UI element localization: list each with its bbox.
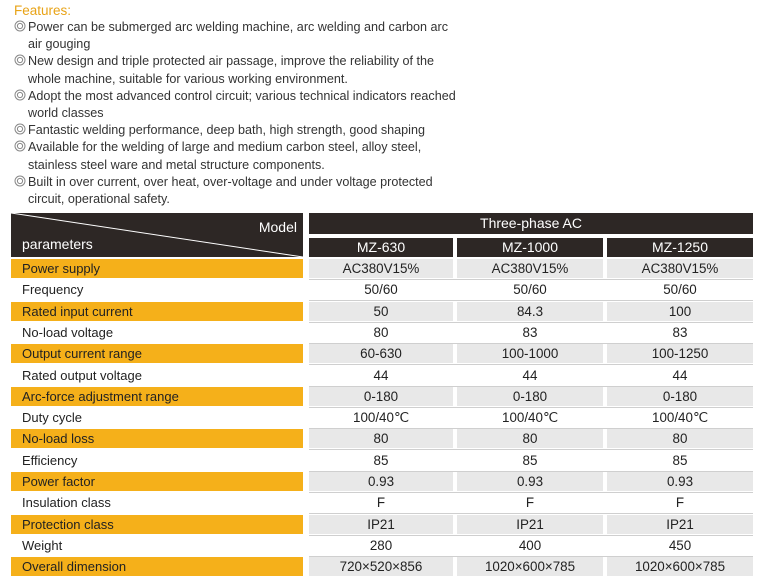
model-header: MZ-1250	[607, 238, 753, 257]
parameter-name: Overall dimension	[11, 557, 303, 576]
parameter-name: Output current range	[11, 344, 303, 363]
parameter-value: AC380V15%	[457, 259, 603, 278]
features-list	[14, 19, 484, 208]
parameter-name: Protection class	[11, 515, 303, 534]
double-circle-bullet-icon	[14, 140, 26, 152]
parameter-value: 450	[607, 536, 753, 555]
double-circle-bullet-icon	[14, 123, 26, 135]
model-label: Model	[258, 219, 297, 235]
parameter-value: 0.93	[457, 472, 603, 491]
table-row	[11, 280, 753, 299]
feature-text-line: Fantastic welding performance, deep bath, high strength, good shaping	[28, 123, 425, 138]
feature-text-line: stainless steel ware and metal structure components.	[28, 157, 325, 172]
parameter-value: 100	[607, 302, 753, 321]
parameter-value: 100/40℃	[309, 408, 453, 427]
parameter-value: 100-1000	[457, 344, 603, 363]
parameter-value: 0-180	[309, 387, 453, 406]
feature-item	[14, 174, 484, 208]
table-row	[11, 259, 753, 278]
table-header-corner	[11, 213, 303, 257]
parameter-name: Arc-force adjustment range	[11, 387, 303, 406]
double-circle-bullet-icon	[14, 89, 26, 101]
parameters-label: parameters	[22, 236, 93, 252]
group-header: Three-phase AC	[309, 213, 753, 234]
parameter-value: 80	[607, 429, 753, 448]
table-row	[11, 387, 753, 406]
features-section	[14, 2, 484, 208]
feature-text-line: whole machine, suitable for various working environment.	[28, 71, 348, 86]
double-circle-bullet-icon	[14, 54, 26, 66]
parameter-value: 85	[457, 451, 603, 470]
model-header: MZ-1000	[457, 238, 603, 257]
parameter-value: F	[607, 493, 753, 512]
parameter-value: 83	[457, 323, 603, 342]
parameter-value: 0.93	[309, 472, 453, 491]
feature-item	[14, 139, 484, 173]
feature-text-line: Power can be submerged arc welding machine, arc welding and carbon arc	[28, 20, 449, 34]
parameter-name: No-load loss	[11, 429, 303, 448]
parameter-value: 50/60	[457, 280, 603, 299]
table-row	[11, 366, 753, 385]
table-row	[11, 323, 753, 342]
table-row	[11, 493, 753, 512]
feature-text-line: New design and triple protected air passage, improve the reliability of the	[28, 54, 435, 69]
parameter-value: 400	[457, 536, 603, 555]
parameter-value: AC380V15%	[309, 259, 453, 278]
parameter-value: IP21	[457, 515, 603, 534]
table-row	[11, 302, 753, 321]
table-row	[11, 515, 753, 534]
parameter-value: AC380V15%	[607, 259, 753, 278]
parameter-value: 50/60	[309, 280, 453, 299]
parameter-value: F	[457, 493, 603, 512]
parameter-value: 44	[309, 366, 453, 385]
table-row	[11, 408, 753, 427]
parameter-value: 50	[309, 302, 453, 321]
parameter-value: IP21	[607, 515, 753, 534]
parameter-value: 44	[607, 366, 753, 385]
feature-text-line: circuit, operational safety.	[28, 192, 170, 207]
double-circle-bullet-icon	[14, 175, 26, 187]
table-row	[11, 472, 753, 491]
feature-text-line: Available for the welding of large and medium carbon steel, alloy steel,	[28, 140, 422, 155]
table-row	[11, 429, 753, 448]
feature-text-line: Adopt the most advanced control circuit; various technical indicators reached	[28, 88, 456, 103]
parameter-value: 280	[309, 536, 453, 555]
parameter-value: 50/60	[607, 280, 753, 299]
table-row	[11, 536, 753, 555]
parameter-value: 84.3	[457, 302, 603, 321]
parameter-name: Efficiency	[22, 452, 78, 468]
feature-text-line: air gouging	[28, 37, 91, 52]
parameter-value: IP21	[309, 515, 453, 534]
parameter-value: 60-630	[309, 344, 453, 363]
table-row	[11, 557, 753, 576]
table-row	[11, 344, 753, 363]
feature-item	[14, 122, 484, 139]
feature-item	[14, 88, 484, 122]
features-title: Features:	[14, 3, 72, 18]
parameter-name: No-load voltage	[22, 324, 114, 340]
parameter-value: 44	[457, 366, 603, 385]
parameter-name: Insulation class	[22, 495, 111, 511]
parameter-value: 1020×600×785	[457, 557, 603, 576]
parameter-value: 100/40℃	[607, 408, 753, 427]
parameter-name: Weight	[22, 537, 63, 553]
parameter-name: Power factor	[11, 472, 303, 491]
feature-item	[14, 19, 484, 53]
parameter-value: 80	[457, 429, 603, 448]
feature-item	[14, 53, 484, 87]
parameter-value: F	[309, 493, 453, 512]
parameter-value: 85	[309, 451, 453, 470]
feature-text-line: world classes	[28, 106, 104, 121]
parameter-value: 100-1250	[607, 344, 753, 363]
parameter-value: 80	[309, 323, 453, 342]
parameter-value: 0-180	[607, 387, 753, 406]
parameter-value: 1020×600×785	[607, 557, 753, 576]
parameter-name: Frequency	[22, 282, 84, 298]
parameter-value: 0.93	[607, 472, 753, 491]
parameter-name: Power supply	[11, 259, 303, 278]
parameter-name: Rated input current	[11, 302, 303, 321]
double-circle-bullet-icon	[14, 20, 26, 32]
parameter-value: 720×520×856	[309, 557, 453, 576]
table-row	[11, 451, 753, 470]
feature-text-line: Built in over current, over heat, over-voltage and under voltage protected	[28, 174, 433, 189]
model-header: MZ-630	[309, 238, 453, 257]
parameter-value: 85	[607, 451, 753, 470]
parameter-value: 83	[607, 323, 753, 342]
parameter-value: 80	[309, 429, 453, 448]
parameter-value: 0-180	[457, 387, 603, 406]
parameter-name: Duty cycle	[22, 410, 82, 426]
parameter-value: 100/40℃	[457, 408, 603, 427]
parameter-name: Rated output voltage	[22, 367, 142, 383]
